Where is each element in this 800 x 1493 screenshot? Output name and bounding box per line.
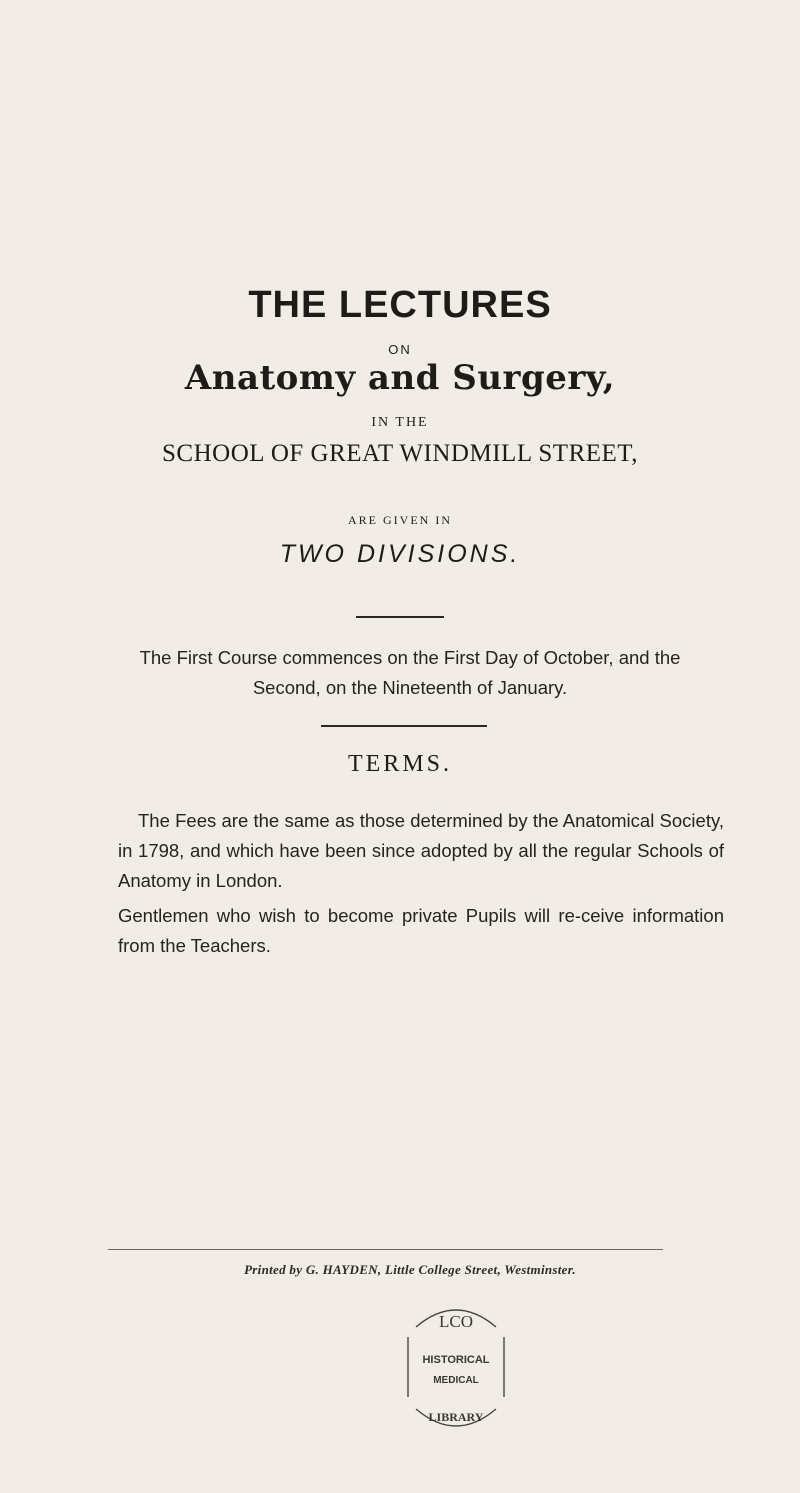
stamp-line2-text: MEDICAL <box>433 1375 479 1386</box>
divider-rule <box>321 725 487 727</box>
divisions-heading: TWO DIVISIONS. <box>279 540 521 568</box>
stamp-line1-text: HISTORICAL <box>422 1354 490 1366</box>
printer-imprint: Printed by G. HAYDEN, Little College Street, Westminster. <box>244 1262 576 1277</box>
page-title: THE LECTURES <box>248 284 552 326</box>
divider-rule <box>356 616 444 618</box>
library-stamp-icon <box>386 1297 526 1437</box>
on-label: ON <box>388 342 412 357</box>
imprint-rule <box>108 1249 663 1250</box>
stamp-top-text: LCO <box>439 1312 473 1331</box>
fees-paragraph: The Fees are the same as those determined by the Anatomical Society, in 1798, and which have been since adopted by all the regular Schools of Anatomy in London. <box>118 810 724 891</box>
school-name: SCHOOL OF GREAT WINDMILL STREET, <box>162 440 638 467</box>
stamp-bottom-text: LIBRARY <box>428 1410 484 1424</box>
in-the-label: IN THE <box>371 415 429 430</box>
pupils-paragraph: Gentlemen who wish to become private Pupils will re-ceive information from the Teachers. <box>118 905 724 956</box>
course-dates-paragraph: The First Course commences on the First Day of October, and the Second, on the Nineteenth of January. <box>139 647 681 698</box>
are-given-in-label: ARE GIVEN IN <box>348 513 452 527</box>
terms-heading: TERMS. <box>347 751 452 777</box>
subject-heading: Anatomy and Surgery, <box>184 358 616 398</box>
